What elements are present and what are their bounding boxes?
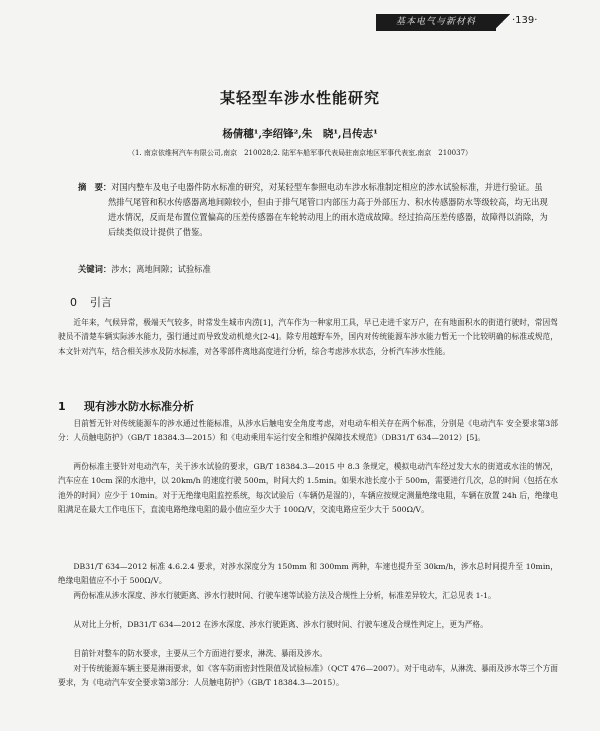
- body-paragraph: 从对比上分析，DB31/T 634—2012 在涉水深度、涉水行驶距离、涉水行驶时间、行驶车速及合规性判定上，更为严格。: [73, 620, 488, 629]
- keywords-text: 涉水；离地间隙；试验标准: [111, 264, 211, 274]
- affiliation: （1. 南京依维柯汽车有限公司,南京 210028;2. 陆军车船军事代表局驻南京地区军事代表室,南京 210037）: [127, 149, 473, 157]
- section-heading-standards: [58, 398, 194, 414]
- author-list: 杨倩穗¹,李绍锋²,朱 晓¹,吕传志¹: [222, 128, 378, 140]
- abstract-body: [78, 180, 550, 240]
- section-title: 现有涉水防水标准分析: [84, 400, 194, 413]
- paper-title: 某轻型车涉水性能研究: [219, 89, 380, 107]
- keywords: [78, 262, 550, 276]
- body-paragraph: 目前暂无针对传统能源车的涉水通过性能标准，从涉水后触电安全角度考虑，对电动车相关存在两个标准，分别是《电动汽车 安全要求第3部分：人员触电防护》（GB/T 18384.3—2015）和《电动乘用车运行安全和维护保障技术规范》（DB31/T 634—2012）[5]。: [58, 419, 558, 443]
- section-title: 引言: [90, 296, 112, 309]
- header-corner-decoration: [492, 14, 512, 31]
- abstract: [78, 180, 550, 240]
- body-paragraph: 两份标准主要针对电动汽车，关于涉水试验的要求，GB/T 18384.3—2015 中 8.3 条规定，模拟电动汽车经过发大水的街道或水洼的情况，汽车应在 10cm 深的水池中，以 20km/h 的速度行驶 500m，时间大约 1.5min。如果水池长度小于 500m，需要进行几次，总的时间（包括在水池外的时间）应少于 10min。对于无绝缘电阻监控系统，每次试验后（车辆仍是湿的），车辆应按规定测量绝缘电阻，车辆在放置 24h 后，绝缘电阻满足在最大工作电压下，直流电路绝缘电阻的最小值应至少大于 100Ω/V，交流电路应至少大于 500Ω/V。: [58, 462, 558, 514]
- journal-name: 基本电气与新材料: [395, 17, 476, 27]
- journal-header-band: [376, 14, 496, 31]
- body-paragraph: 对于传统能源车辆主要是淋雨要求，如《客车防雨密封性限值及试验标准》（QCT 476—2007）。对于电动车，从淋洗、暴雨及涉水等三个方面要求，为《电动汽车安全要求第3部分：人员触电防护》（GB/T 18384.3—2015）。: [58, 664, 558, 688]
- abstract-label: 摘 要：: [78, 182, 112, 192]
- keywords-label: 关键词：: [78, 264, 112, 274]
- section-number: 1: [58, 400, 66, 413]
- body-paragraph: 目前针对整车的防水要求，主要从三个方面进行要求，淋洗、暴雨及涉水。: [73, 649, 328, 658]
- section-number: 0: [70, 296, 77, 309]
- body-paragraph: 两份标准从涉水深度、涉水行驶距离、涉水行驶时间、行驶车速等试验方法及合规性上分析，标准差异较大，汇总见表 1-1。: [73, 591, 496, 600]
- section-heading-introduction: [70, 294, 112, 310]
- body-paragraph: DB31/T 634—2012 标准 4.6.2.4 要求，对涉水深度分为 150mm 和 300mm 两种，车速也提升至 30km/h，涉水总时间提升至 10min，绝缘电阻值应不小于 500Ω/V。: [58, 562, 558, 586]
- abstract-text: 对国内整车及电子电器件防水标准的研究，对某轻型车参照电动车涉水标准制定相应的涉水试验标准，并进行验证。虽然排气尾管和积水传感器离地间隙较小，但由于排气尾管口内部压力高于外部压力、积水传感器防水等级较高，均无出现进水情况，反而是布置位置偏高的压差传感器在车轮转动甩上的雨水造成故障。经过抬高压差传感器，故障得以消除，为后续类似设计提供了借鉴。: [108, 182, 548, 237]
- intro-paragraph: 近年来，气候异常，极端天气较多，时常发生城市内涝[1]，汽车作为一种家用工具，早已走进千家万户，在有地面积水的街道行驶时，常因驾驶员不清楚车辆实际涉水能力，强行通过而导致发动机熄火[2-4]。除专用越野车外，国内对传统能源车涉水能力暂无一个比较明确的标准或规范，本文针对汽车，结合相关涉水及防水标准，对各零部件离地高度进行分析，综合考虑涉水状态，分析汽车涉水性能。: [58, 318, 558, 356]
- page-number: ·139·: [512, 15, 538, 26]
